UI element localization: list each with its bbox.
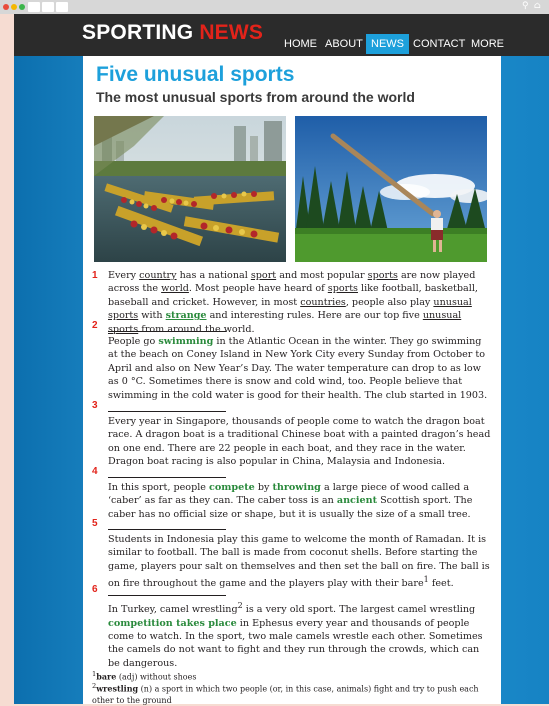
dragon-boat-photo — [94, 116, 286, 262]
site-header — [14, 14, 549, 56]
home-icon[interactable]: ⌂ — [534, 1, 541, 11]
tab-icon[interactable] — [56, 2, 68, 12]
search-icon[interactable]: ⚲ — [522, 1, 529, 11]
footnote-bare: $^1$bare (adj) without shoes — [92, 670, 197, 682]
nav-contact[interactable]: CONTACT — [413, 38, 466, 50]
section-number: 1 — [92, 270, 98, 281]
heading-blank — [108, 411, 226, 412]
section-number: 6 — [92, 584, 98, 595]
nav-home[interactable]: HOME — [284, 38, 317, 50]
section-number: 2 — [92, 320, 98, 331]
site-logo[interactable]: SPORTING NEWS — [82, 21, 264, 44]
close-window-button[interactable] — [3, 4, 9, 10]
heading-blank — [108, 529, 226, 530]
maximize-window-button[interactable] — [19, 4, 25, 10]
heading-blank — [108, 331, 226, 332]
nav-more[interactable]: MORE — [471, 38, 504, 50]
minimize-window-button[interactable] — [11, 4, 17, 10]
heading-blank — [108, 595, 226, 596]
caber-toss-photo — [295, 116, 487, 262]
nav-news[interactable]: NEWS — [366, 34, 409, 54]
nav-about[interactable]: ABOUT — [325, 38, 363, 50]
section-2-text: People go swimming in the Atlantic Ocean in the winter. They go swimming at the beach on Coney Island in New York City every Sunday from October to April and also on New Year’s Day. The water temperature can drop to as low as 0 °C. Sometimes there is snow and cold wind, too. People believe that swimming in the cold water is good for their health. The club started in 1903. — [108, 336, 488, 401]
tab-icon[interactable] — [28, 2, 40, 12]
section-number: 4 — [92, 466, 98, 477]
section-4-text: In this sport, people compete by throwing a large piece of wood called a ‘caber’ as far as they can. The caber toss is an ancient Scottish sport. The caber has no official size or shape, but it is usually the size of a small tree. — [108, 482, 473, 520]
section-number: 5 — [92, 518, 98, 529]
footnote-wrestling: $^2$wrestling (n) a sport in which two people (or, in this case, animals) fight and try to push each other to the ground — [92, 682, 479, 705]
section-number: 3 — [92, 400, 98, 411]
section-6-text: In Turkey, camel wrestling$^2$ is a very old sport. The largest camel wrestling competition takes place in Ephesus every year and thousands of people come to watch. In the sport, two male camels wrestle each other. Sometimes the camels do not want to fight and they run through the crowds, which can be dangerous. — [108, 601, 483, 669]
section-3-text: Every year in Singapore, thousands of people come to watch the dragon boat race. A dragon boat is a traditional Chinese boat with a painted dragon’s head on one end. There are 22 people in each boat, and they race in the water. Dragon boat racing is also popular in China, Malaysia and Indonesia. — [108, 416, 491, 468]
article-title: Five unusual sports — [96, 63, 295, 86]
article-subtitle: The most unusual sports from around the world — [96, 89, 415, 105]
window-titlebar — [0, 0, 549, 14]
tab-icon[interactable] — [42, 2, 54, 12]
section-1-text: Every country has a national sport and most popular sports are now played across the world. Most people have heard of sports like football, basketball, baseball and cricket. However, in most countries, people also play unusual sports with strange and interesting rules. Here are our top five unusual sports from around the world. — [108, 270, 478, 335]
section-5-text: Students in Indonesia play this game to welcome the month of Ramadan. It is similar to football. The ball is made from coconut shells. Before starting the game, players pour salt on themselves and then set the ball on fire. The ball is on fire throughout the game and the players play with their bare$^1$ feet. — [108, 534, 490, 590]
heading-blank — [108, 477, 226, 478]
